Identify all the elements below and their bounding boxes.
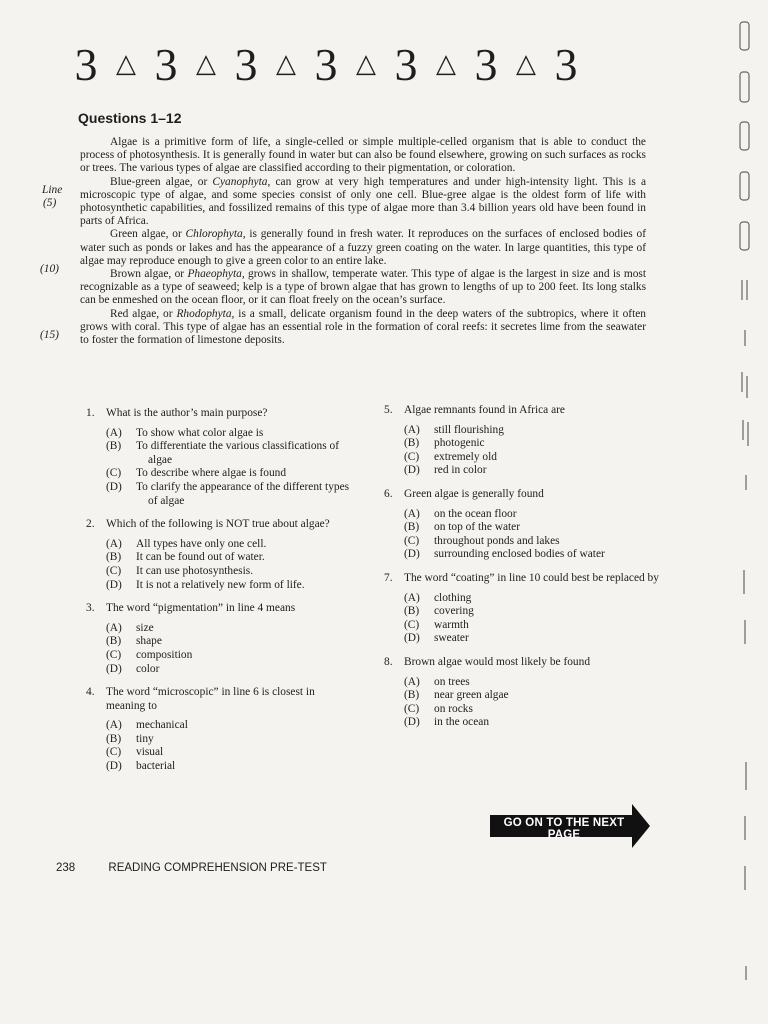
banner-number: 3: [74, 39, 98, 90]
answer-option[interactable]: [86, 467, 356, 481]
banner-number: 3: [234, 39, 258, 90]
answer-option[interactable]: [384, 535, 659, 549]
question-number: 1.: [86, 407, 95, 419]
passage-paragraph: [80, 308, 646, 348]
option-letter: (C): [106, 746, 122, 759]
option-text: near green algae: [434, 689, 509, 702]
answer-option[interactable]: [384, 521, 659, 535]
option-letter: (C): [404, 450, 420, 463]
option-letter: (C): [106, 564, 122, 577]
option-text: To clarify the appearance of the different types of algae: [136, 480, 350, 507]
question-stem: [384, 572, 659, 586]
answer-option[interactable]: [384, 592, 659, 606]
answer-option[interactable]: [384, 703, 659, 717]
option-text: It can be found out of water.: [136, 551, 265, 564]
question-number: 5.: [384, 404, 393, 416]
passage-term: Chlorophyta,: [185, 228, 246, 241]
page-number: 238: [56, 862, 76, 874]
question-number: 3.: [86, 602, 95, 615]
option-letter: (A): [106, 719, 122, 732]
triangle-icon: △: [516, 49, 536, 78]
questions-right-column: [384, 404, 659, 740]
option-letter: (D): [106, 578, 122, 591]
question-text: The word “pigmentation” in line 4 means: [106, 602, 296, 615]
question-number: 4.: [86, 686, 95, 699]
option-letter: (A): [404, 507, 420, 520]
option-text: It can use photosynthesis.: [136, 564, 254, 577]
questions-left-column: [86, 407, 356, 784]
question-text: The word “coating” in line 10 could best be replaced by: [404, 571, 659, 584]
option-text: on rocks: [434, 702, 473, 715]
question: [384, 572, 659, 646]
option-letter: (B): [106, 440, 122, 453]
option-text: shape: [136, 635, 162, 648]
question-stem: [86, 602, 356, 616]
option-letter: (B): [404, 521, 420, 534]
answer-option[interactable]: [86, 579, 356, 593]
option-text: tiny: [136, 732, 154, 745]
next-page-label: GO ON TO THE NEXT PAGE: [503, 817, 625, 841]
answer-option[interactable]: [86, 427, 356, 441]
question-text: Algae remnants found in Africa are: [404, 404, 565, 416]
banner-number: 3: [474, 39, 498, 90]
answer-option[interactable]: [86, 551, 356, 565]
option-letter: (A): [106, 537, 122, 550]
answer-option[interactable]: [384, 619, 659, 633]
triangle-icon: △: [436, 49, 456, 78]
line-number-15: (15): [40, 329, 59, 341]
question-text: What is the author’s main purpose?: [106, 407, 268, 419]
answer-option[interactable]: [86, 635, 356, 649]
option-text: To differentiate the various classifications of algae: [136, 440, 340, 466]
answer-option[interactable]: [86, 565, 356, 579]
passage-term: Cyanophyta,: [212, 175, 271, 188]
question-stem: [384, 656, 659, 670]
option-text: bacterial: [136, 760, 176, 773]
answer-option[interactable]: [384, 548, 659, 562]
option-letter: (C): [404, 702, 420, 715]
option-letter: (C): [106, 467, 122, 480]
option-text: visual: [136, 746, 164, 759]
question-text: Brown algae would most likely be found: [404, 655, 591, 668]
answer-option[interactable]: [384, 424, 659, 438]
answer-option[interactable]: [384, 716, 659, 730]
question: [384, 656, 659, 730]
answer-option[interactable]: [384, 508, 659, 522]
banner-number: 3: [314, 39, 338, 90]
option-letter: (B): [106, 635, 122, 648]
option-text: still flourishing: [434, 423, 504, 436]
answer-option[interactable]: [384, 605, 659, 619]
passage-paragraph: [80, 268, 646, 308]
answer-option[interactable]: [86, 538, 356, 552]
question-number: 7.: [384, 571, 393, 584]
option-text: on the ocean floor: [434, 507, 517, 520]
passage-text: is a small, delicate organism found in the deep waters of the subtropics, where it often grows with coral. This type of algae has an essential role in the formation of coral reefs: it secretes lime from the seawater to foster the formation of limestone deposits.: [80, 307, 646, 347]
question-text: The word “microscopic” in line 6 is closest in meaning to: [106, 686, 315, 712]
option-letter: (B): [106, 732, 122, 745]
option-text: mechanical: [136, 719, 188, 732]
line-label: Line: [42, 184, 63, 196]
question-text: Which of the following is NOT true about algae?: [106, 518, 330, 531]
question-stem: [86, 686, 356, 713]
answer-option[interactable]: [86, 746, 356, 760]
option-text: sweater: [434, 632, 469, 645]
next-page-arrow: [490, 804, 650, 848]
option-letter: (A): [106, 621, 122, 634]
option-letter: (B): [404, 689, 420, 702]
line-number-5: (5): [43, 197, 57, 209]
banner-number: 3: [154, 39, 178, 90]
option-text: It is not a relatively new form of life.: [136, 578, 305, 591]
question: [86, 686, 356, 774]
answer-option[interactable]: [86, 760, 356, 774]
option-letter: (D): [106, 662, 122, 675]
option-letter: (C): [404, 534, 420, 547]
question-number: 6.: [384, 487, 393, 500]
option-letter: (A): [404, 591, 420, 604]
option-letter: (C): [106, 648, 122, 661]
question-stem: [86, 407, 356, 421]
option-letter: (A): [106, 426, 122, 439]
option-text: All types have only one cell.: [136, 537, 267, 550]
question: [384, 404, 659, 478]
option-letter: (B): [404, 437, 420, 450]
triangle-icon: △: [196, 49, 216, 78]
questions-heading: Questions 1–12: [78, 110, 182, 126]
page-footer: [56, 862, 327, 874]
option-letter: (A): [404, 423, 420, 436]
passage-term: Phaeophyta,: [187, 268, 245, 281]
option-letter: (D): [106, 760, 122, 773]
passage-text: is generally found in fresh water. It reproduces on the surfaces of enclosed bodies of water such as ponds or lakes and has the appearance of a fuzzy green coating on the water. In large quantities, this type of algae may reproduce enough to give a green color to an entire lake.: [80, 228, 646, 267]
option-text: color: [136, 662, 160, 675]
question: [86, 407, 356, 508]
passage-paragraph: [80, 176, 646, 229]
passage-text: grows in shallow, temperate water. This type of algae is the largest in size and is most recognizable as a type of seaweed; kelp is a type of brown algae that has grown to lengths of up to 200 feet. Its long stalks can be enmeshed on the ocean floor, or it can float freely on the ocean’s surface.: [80, 268, 646, 307]
line-number-10: (10): [40, 263, 59, 275]
option-text: on trees: [434, 675, 470, 688]
option-text: warmth: [434, 618, 469, 631]
passage-text: Blue-green algae, or: [110, 175, 213, 188]
option-text: size: [136, 621, 154, 634]
option-text: To show what color algae is: [136, 426, 264, 439]
option-letter: (D): [404, 716, 420, 729]
answer-option[interactable]: [384, 676, 659, 690]
option-text: throughout ponds and lakes: [434, 534, 560, 547]
passage-text: Brown algae, or: [110, 268, 188, 281]
option-letter: (D): [404, 464, 420, 477]
section-label: READING COMPREHENSION PRE-TEST: [108, 862, 327, 874]
question-stem: [86, 518, 356, 532]
passage-term: Rhodophyta,: [176, 307, 235, 320]
option-letter: (B): [106, 551, 122, 564]
option-text: clothing: [434, 591, 472, 604]
answer-option[interactable]: [86, 719, 356, 733]
section-banner: [66, 38, 666, 90]
option-text: extremely old: [434, 450, 497, 463]
triangle-icon: △: [116, 49, 136, 78]
option-text: covering: [434, 605, 474, 618]
question: [86, 518, 356, 592]
option-text: on top of the water: [434, 521, 521, 534]
passage-paragraph: [80, 228, 646, 268]
option-text: surrounding enclosed bodies of water: [434, 548, 605, 561]
question-text: Green algae is generally found: [404, 487, 544, 500]
question-stem: [384, 404, 659, 418]
answer-option[interactable]: [384, 437, 659, 451]
answer-option[interactable]: [384, 632, 659, 646]
option-letter: (A): [404, 675, 420, 688]
answer-option[interactable]: [384, 464, 659, 478]
answer-option[interactable]: [384, 689, 659, 703]
option-text: in the ocean: [434, 716, 490, 729]
question-number: 2.: [86, 518, 95, 531]
passage-text: can grow at very high temperatures and under high-intensity light. This is a microscopic type of algae, and some species consist of only one cell. Blue-gree algae is the oldest form of life with photosynthetic capabilities, and fossilized remains of this type of algae more than 3.4 billion years old have been found in parts of Africa.: [80, 175, 647, 228]
option-text: composition: [136, 648, 193, 661]
binding-marks: [734, 0, 764, 1024]
passage-paragraph: [80, 136, 646, 176]
option-letter: (B): [404, 605, 420, 618]
banner-number: 3: [554, 39, 578, 90]
triangle-icon: △: [356, 49, 376, 78]
option-text: photogenic: [434, 437, 485, 450]
answer-option[interactable]: [86, 649, 356, 663]
question: [384, 488, 659, 562]
reading-passage: [80, 136, 646, 347]
answer-option[interactable]: [86, 440, 356, 467]
option-letter: (D): [404, 548, 420, 561]
option-letter: (D): [404, 632, 420, 645]
triangle-icon: △: [276, 49, 296, 78]
answer-option[interactable]: [86, 733, 356, 747]
option-text: To describe where algae is found: [136, 467, 287, 480]
option-letter: (C): [404, 618, 420, 631]
answer-option[interactable]: [86, 481, 356, 508]
question-number: 8.: [384, 655, 393, 668]
passage-text: Green algae, or: [110, 228, 186, 241]
answer-option[interactable]: [384, 451, 659, 465]
option-text: red in color: [434, 464, 487, 477]
passage-text: Red algae, or: [110, 307, 177, 320]
question-stem: [384, 488, 659, 502]
option-letter: (D): [106, 480, 122, 493]
banner-number: 3: [394, 39, 418, 90]
answer-option[interactable]: [86, 622, 356, 636]
answer-option[interactable]: [86, 663, 356, 677]
passage-text: Algae is a primitive form of life, a single-celled or simple multiple-celled organism that is able to conduct the process of photosynthesis. It is generally found in water but can also be found elsewhere, growing on such surfaces as rocks or trees. The various types of algae are classified according to their pigmentation, or coloration.: [80, 136, 646, 175]
question: [86, 602, 356, 676]
